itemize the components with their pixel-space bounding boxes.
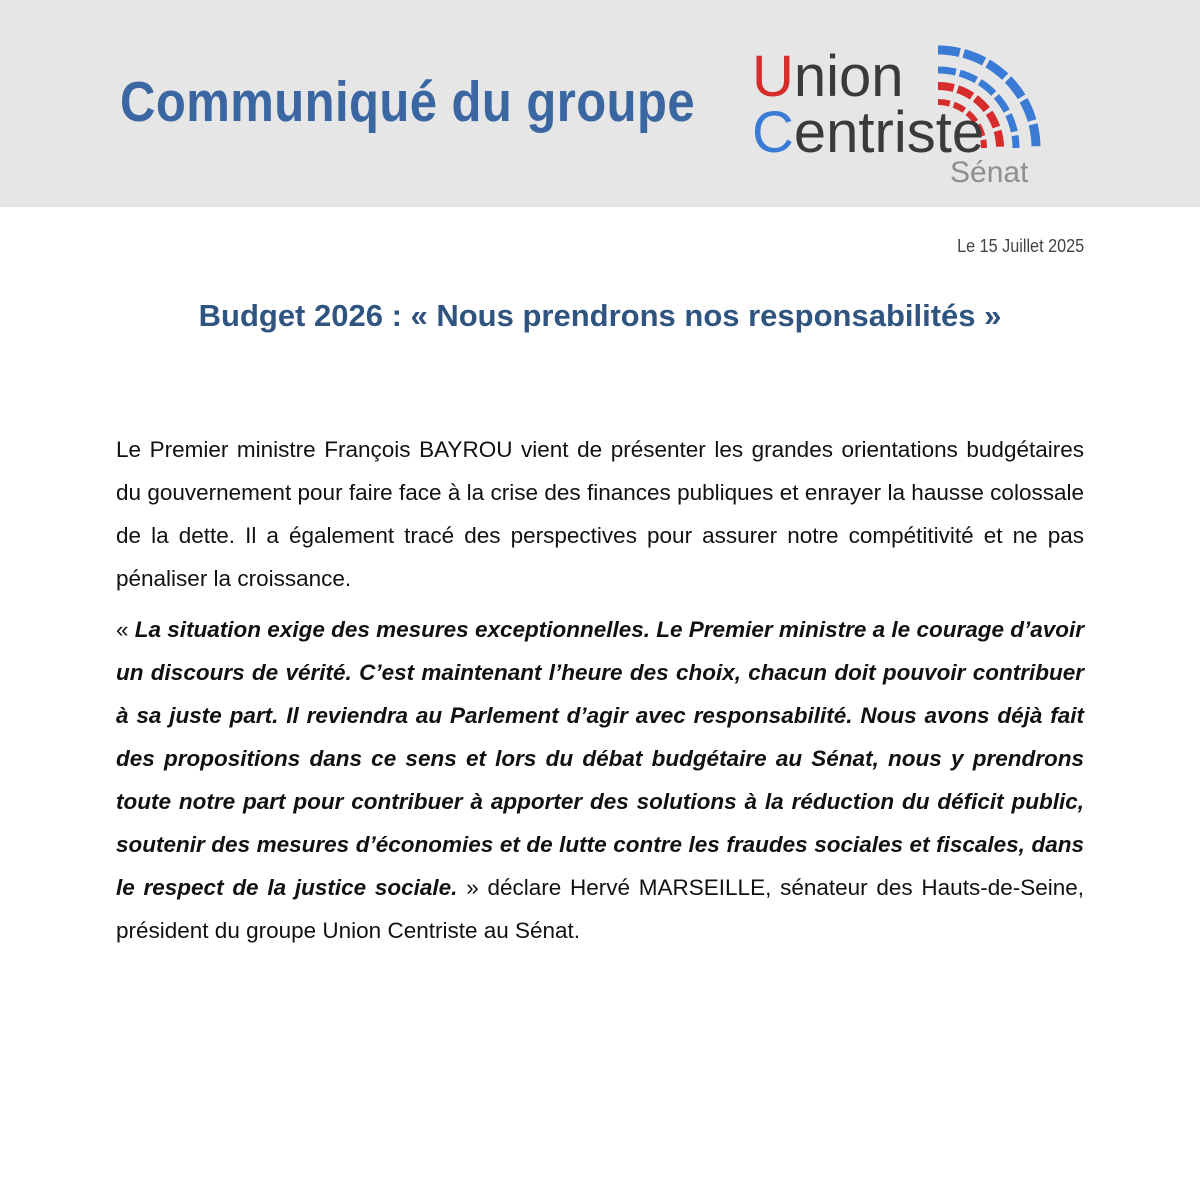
quote-open-mark: «: [116, 617, 135, 642]
press-release-body: [116, 428, 1084, 960]
union-centriste-logo: [752, 42, 1052, 192]
logo-senat: Sénat: [950, 156, 1029, 189]
logo-union: [752, 44, 904, 109]
logo-centriste-rest: entriste: [793, 100, 985, 165]
quote-text: La situation exige des mesures exceptionnelles. Le Premier ministre a le courage d’avoir un discours de vérité. C’est maintenant l’heure des choix, chacun doit pouvoir contribuer à sa juste part. Il reviendra au Parlement d’agir avec responsabilité. Nous avons déjà fait des propositions dans ce sens et lors du débat budgétaire au Sénat, nous y prendrons toute notre part pour contribuer à apporter des solutions à la réduction du déficit public, soutenir des mesures d’économies et de lutte contre les fraudes sociales et fiscales, dans le respect de la justice sociale.: [116, 617, 1085, 900]
body-paragraph-intro: Le Premier ministre François BAYROU vient de présenter les grandes orientations budgétaires du gouvernement pour faire face à la crise des finances publiques et enrayer la hausse colossale de la dette. Il a également tracé des perspectives pour assurer notre compétitivité et ne pas pénaliser la croissance.: [116, 437, 1084, 591]
press-release-date: Le 15 Juillet 2025: [957, 236, 1084, 256]
header-title: Communiqué du groupe: [120, 70, 696, 134]
press-release-headline: Budget 2026 : « Nous prendrons nos responsabilités »: [198, 298, 1002, 333]
body-paragraph-quote: [116, 608, 1084, 952]
logo-centriste-initial: C: [752, 100, 794, 165]
logo-union-initial: U: [752, 44, 794, 109]
header-banner: [0, 0, 1200, 207]
logo-union-rest: nion: [793, 44, 904, 109]
logo-centriste: [752, 100, 985, 165]
quote-attribution: » déclare Hervé MARSEILLE, sénateur des Hauts-de-Seine, président du groupe Union Centriste au Sénat.: [116, 875, 1085, 943]
